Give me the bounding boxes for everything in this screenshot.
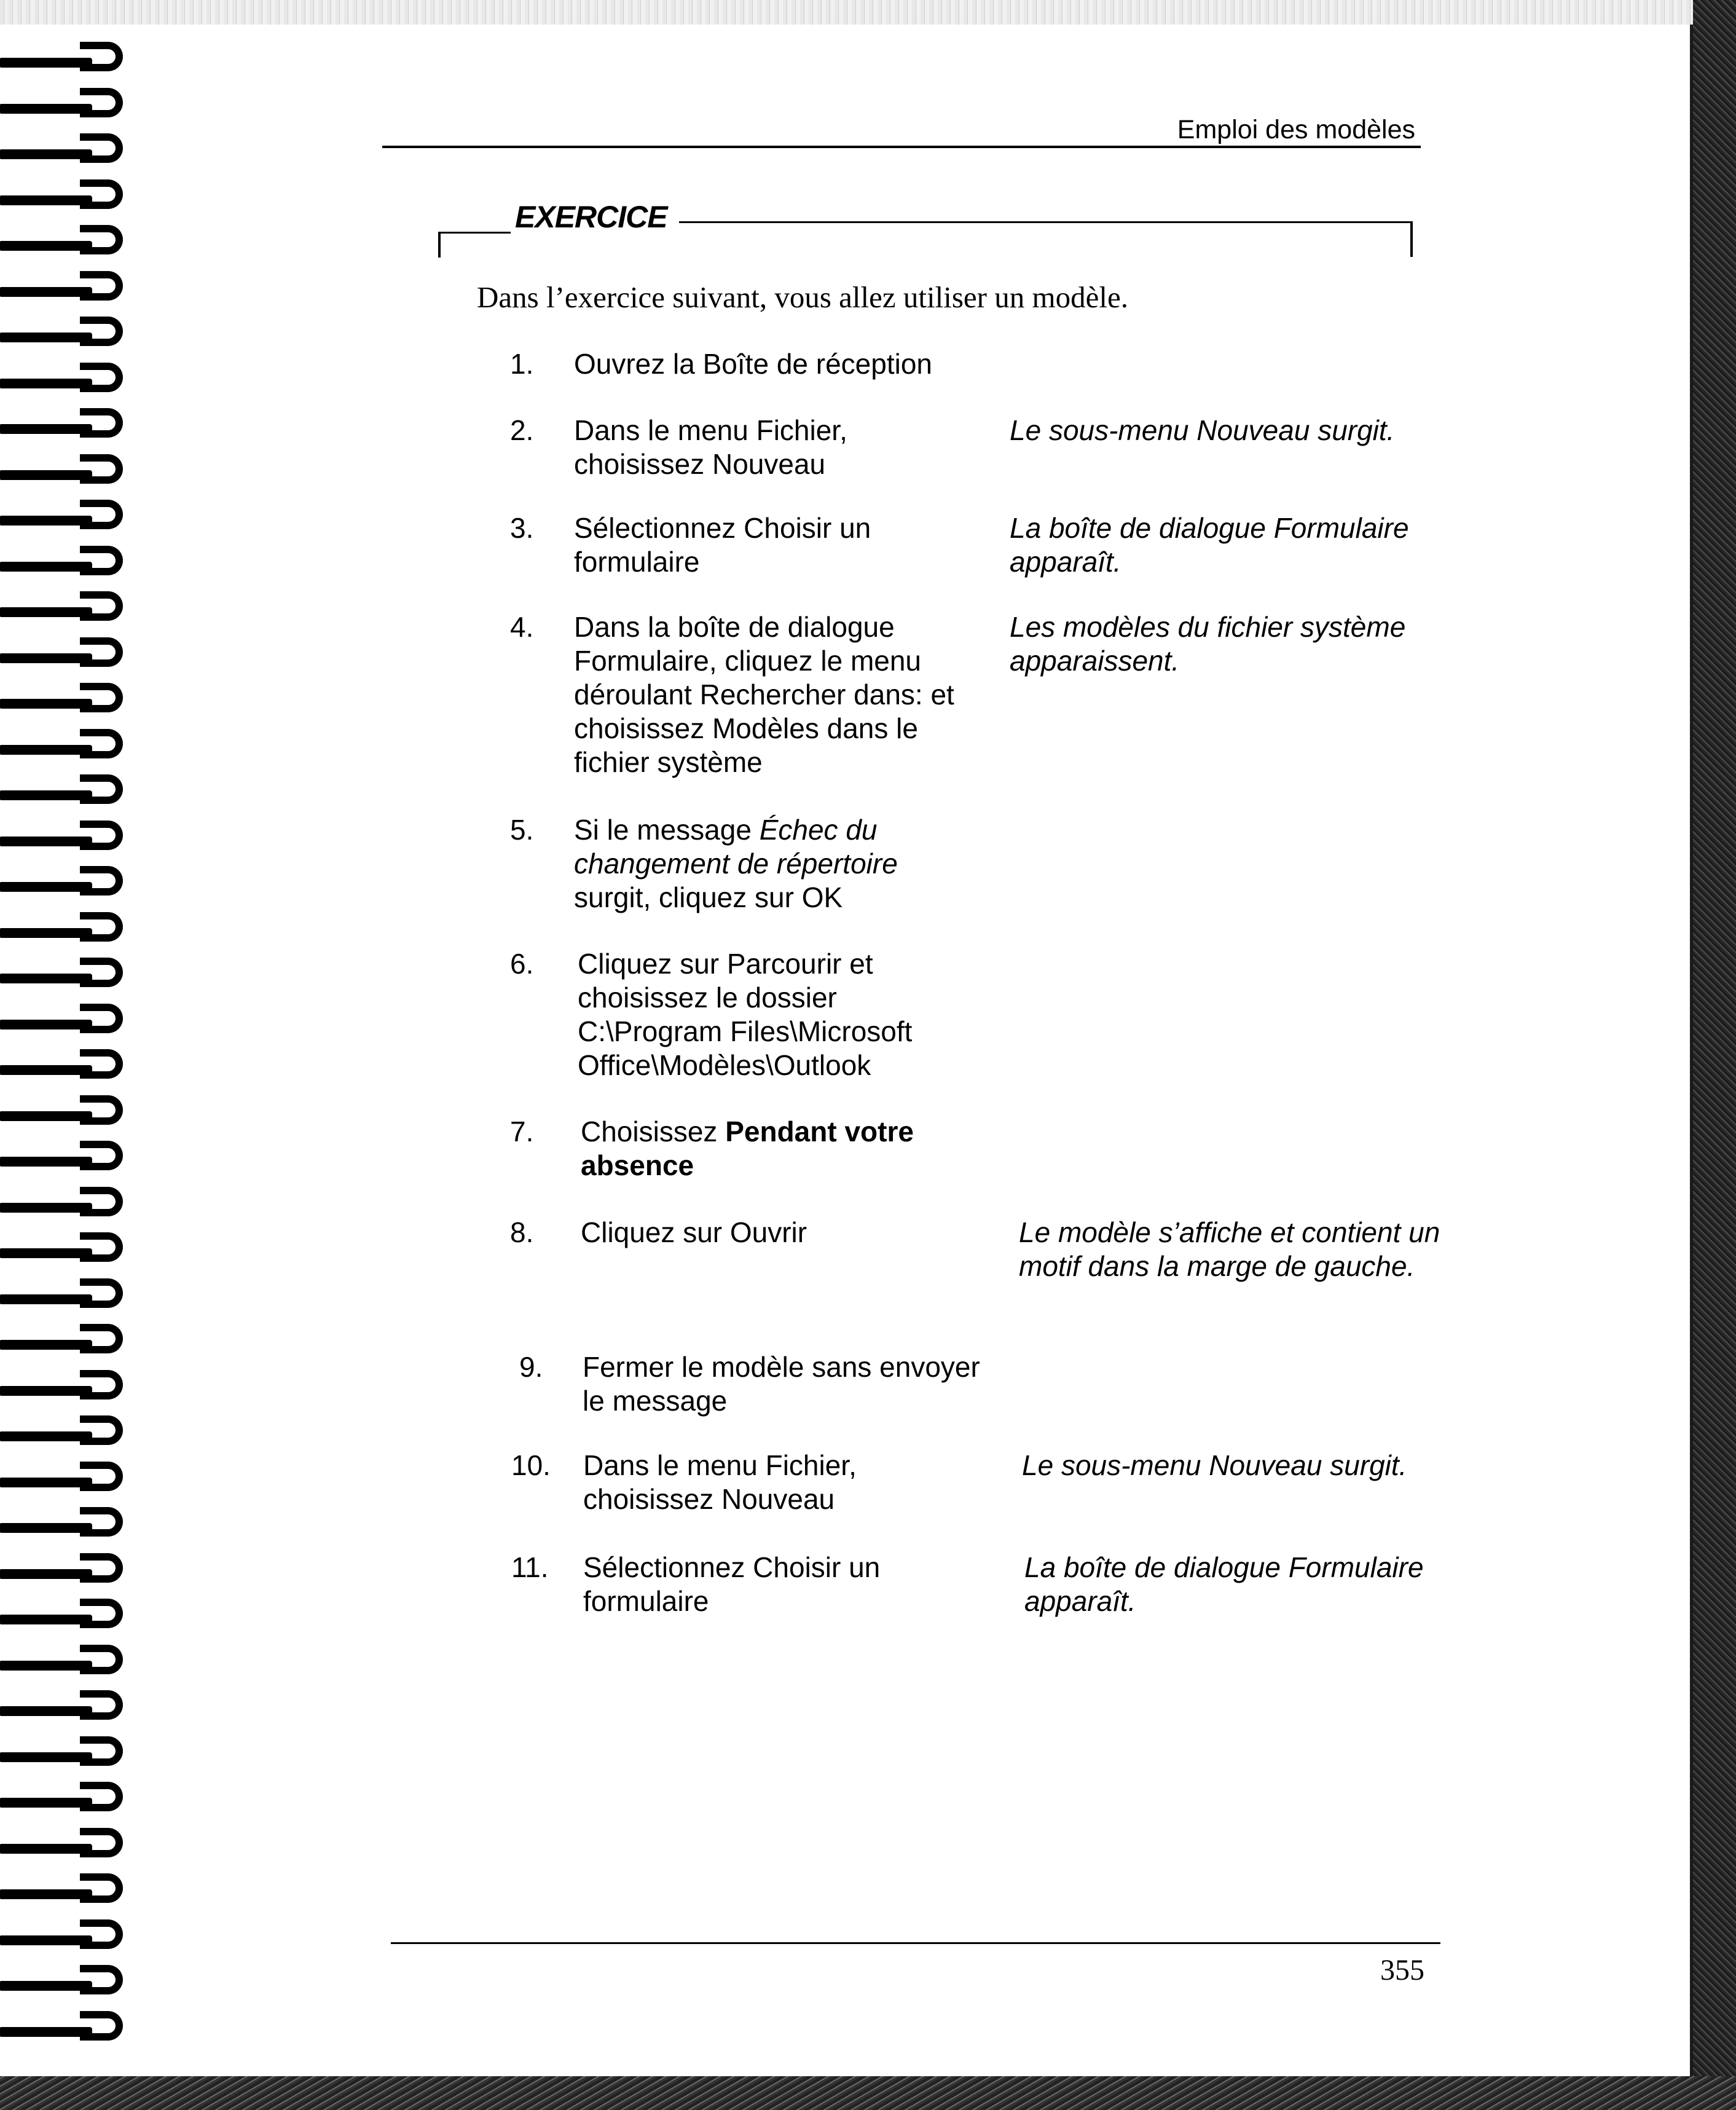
binding-ring bbox=[0, 559, 141, 574]
binding-ring bbox=[0, 605, 141, 620]
step-number: 5. bbox=[510, 814, 534, 846]
step-instruction: Cliquez sur Parcourir et choisissez le dossier C:\Program Files\Microsoft Office\Modèles\Outlook bbox=[578, 948, 913, 1081]
step-instruction: Dans la boîte de dialogue Formulaire, cliquez le menu déroulant Rechercher dans: et choisissez Modèles dans le fichier système bbox=[574, 611, 954, 778]
binding-ring bbox=[0, 1017, 141, 1032]
binding-ring bbox=[0, 1063, 141, 1077]
binding-ring bbox=[0, 1475, 141, 1490]
exercise-frame-top-left bbox=[438, 232, 511, 234]
binding-ring bbox=[0, 1750, 141, 1765]
binding-ring bbox=[0, 238, 141, 253]
binding-ring bbox=[0, 193, 141, 208]
exercise-frame-left bbox=[438, 232, 441, 258]
running-header: Emploi des modèles bbox=[1177, 115, 1415, 144]
header-rule bbox=[382, 146, 1421, 148]
binding-ring bbox=[0, 880, 141, 894]
binding-ring bbox=[0, 101, 141, 116]
exercise-frame-top-right bbox=[679, 221, 1413, 223]
step-instruction: Dans le menu Fichier, choisissez Nouveau bbox=[574, 414, 847, 480]
step-instruction: Fermer le modèle sans envoyer le message bbox=[583, 1351, 980, 1417]
binding-ring bbox=[0, 1658, 141, 1673]
step-instruction: Ouvrez la Boîte de réception bbox=[574, 348, 932, 380]
step-result-note: Le sous-menu Nouveau surgit. bbox=[1022, 1449, 1407, 1481]
step-number: 9. bbox=[519, 1351, 543, 1383]
binding-ring bbox=[0, 1841, 141, 1856]
step-number: 4. bbox=[510, 611, 534, 643]
binding-ring bbox=[0, 147, 141, 162]
page-number: 355 bbox=[1380, 1954, 1424, 1986]
binding-ring bbox=[0, 330, 141, 345]
step-number: 11. bbox=[511, 1551, 549, 1583]
binding-ring bbox=[0, 1154, 141, 1169]
binding-ring bbox=[0, 1337, 141, 1352]
step-number: 3. bbox=[510, 512, 534, 544]
step-instruction: Sélectionnez Choisir un formulaire bbox=[574, 512, 871, 578]
step-result-note: Le sous-menu Nouveau surgit. bbox=[1010, 414, 1395, 446]
exercise-intro: Dans l’exercice suivant, vous allez utiliser un modèle. bbox=[477, 280, 1128, 314]
binding-ring bbox=[0, 513, 141, 528]
step-result-note: Le modèle s’affiche et contient un motif dans la marge de gauche. bbox=[1019, 1216, 1440, 1282]
exercise-title: EXERCICE bbox=[515, 200, 667, 234]
binding-ring bbox=[0, 422, 141, 436]
binding-ring bbox=[0, 696, 141, 711]
step-instruction bbox=[581, 1115, 980, 1183]
step-instruction bbox=[574, 813, 973, 915]
binding-ring bbox=[0, 1521, 141, 1535]
step-result-note: La boîte de dialogue Formulaire apparaît. bbox=[1010, 512, 1409, 578]
step-number: 2. bbox=[510, 414, 534, 446]
binding-ring bbox=[0, 788, 141, 803]
step-number: 6. bbox=[510, 948, 534, 980]
binding-ring bbox=[0, 1384, 141, 1398]
binding-ring bbox=[0, 1978, 141, 1993]
binding-ring bbox=[0, 1704, 141, 1718]
binding-ring bbox=[0, 1933, 141, 1948]
step-instruction: Dans le menu Fichier, choisissez Nouveau bbox=[583, 1449, 857, 1515]
binding-ring bbox=[0, 834, 141, 849]
binding-ring bbox=[0, 1612, 141, 1627]
step-text-plain: Si le message bbox=[574, 814, 760, 846]
binding-ring bbox=[0, 1246, 141, 1261]
step-number: 1. bbox=[510, 348, 534, 380]
binding-ring bbox=[0, 971, 141, 986]
exercise-frame-right bbox=[1410, 221, 1413, 257]
scan-border-bottom bbox=[0, 2076, 1736, 2110]
binding-ring bbox=[0, 55, 141, 70]
binding-ring bbox=[0, 1567, 141, 1581]
binding-ring bbox=[0, 1795, 141, 1810]
binding-ring bbox=[0, 1109, 141, 1124]
binding-ring bbox=[0, 2025, 141, 2039]
scan-border-top bbox=[0, 0, 1736, 25]
binding-ring bbox=[0, 1887, 141, 1902]
binding-ring bbox=[0, 1200, 141, 1215]
binding-ring bbox=[0, 926, 141, 940]
spiral-binding bbox=[0, 31, 147, 2053]
step-text-plain: surgit, cliquez sur OK bbox=[574, 881, 843, 913]
footer-rule bbox=[391, 1942, 1440, 1944]
binding-ring bbox=[0, 651, 141, 666]
binding-ring bbox=[0, 1292, 141, 1307]
step-result-note: La boîte de dialogue Formulaire apparaît. bbox=[1024, 1551, 1424, 1617]
binding-ring bbox=[0, 1429, 141, 1444]
step-number: 8. bbox=[510, 1216, 534, 1248]
step-text-bold: Pendant votre absence bbox=[581, 1116, 914, 1181]
binding-ring bbox=[0, 285, 141, 299]
step-instruction: Cliquez sur Ouvrir bbox=[581, 1216, 807, 1248]
binding-ring bbox=[0, 468, 141, 482]
step-number: 10. bbox=[511, 1449, 551, 1481]
scan-border-right bbox=[1693, 0, 1736, 2110]
step-number: 7. bbox=[510, 1116, 534, 1148]
step-text-italic: Échec du changement de répertoire bbox=[574, 814, 898, 880]
step-result-note: Les modèles du fichier système apparaissent. bbox=[1010, 611, 1406, 677]
step-text-plain: Choisissez bbox=[581, 1116, 726, 1148]
binding-ring bbox=[0, 742, 141, 757]
step-instruction: Sélectionnez Choisir un formulaire bbox=[583, 1551, 881, 1617]
binding-ring bbox=[0, 376, 141, 391]
